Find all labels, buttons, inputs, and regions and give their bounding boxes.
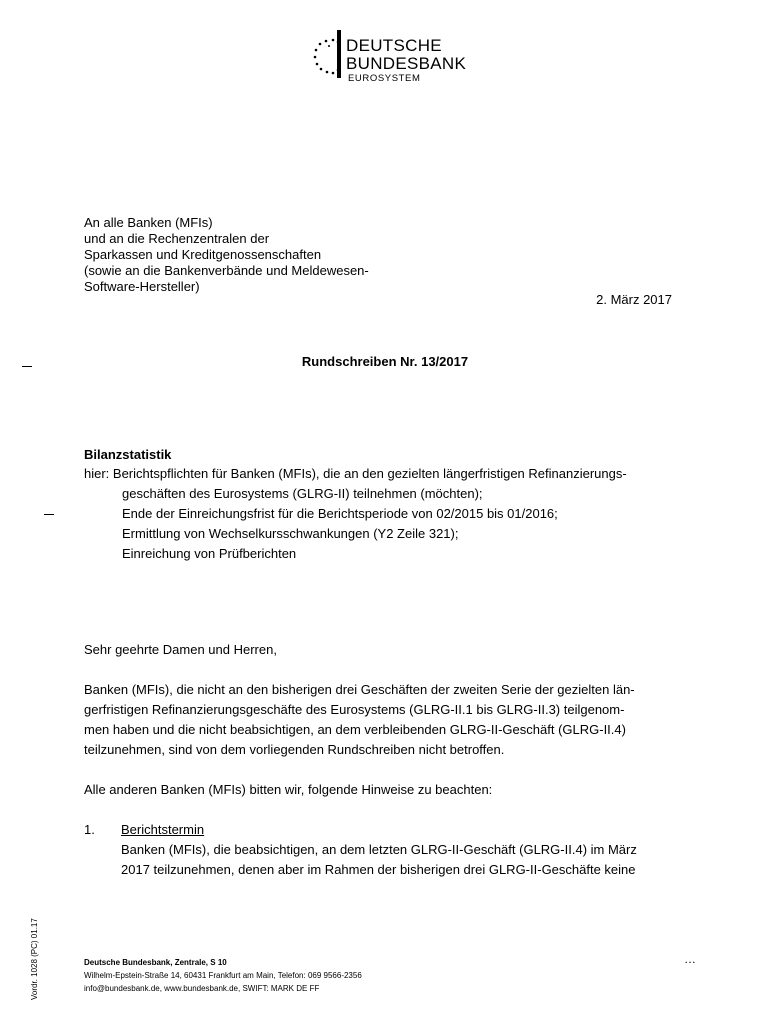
numbered-item <box>84 820 688 880</box>
subject-line: geschäften des Eurosystems (GLRG-II) teilnehmen (möchten); <box>122 486 483 501</box>
letter-date: 2. März 2017 <box>596 292 672 307</box>
item-line: Banken (MFIs), die beabsichtigen, an dem letzten GLRG-II-Geschäft (GLRG-II.4) im März <box>121 842 637 857</box>
logo-bar <box>337 30 341 78</box>
fold-mark-middle <box>44 514 54 515</box>
subject-line: Ermittlung von Wechselkursschwankungen (Y2 Zeile 321); <box>122 526 459 541</box>
address-line: und an die Rechenzentralen der <box>84 231 270 246</box>
continuation-mark: … <box>684 952 696 966</box>
address-block <box>84 215 369 295</box>
address-line: Software-Hersteller) <box>84 279 200 294</box>
paragraph-line: men haben und die nicht beabsichtigen, an dem verbleibenden GLRG-II-Geschäft (GLRG-II.4) <box>84 722 626 737</box>
subject-line: Einreichung von Prüfberichten <box>122 546 297 561</box>
paragraph-notice: Alle anderen Banken (MFIs) bitten wir, folgende Hinweise zu beachten: <box>84 782 493 797</box>
subject-title: Bilanzstatistik <box>84 447 172 462</box>
paragraph-line: gerfristigen Refinanzierungsgeschäfte des Eurosystems (GLRG-II.1 bis GLRG-II.3) teilgenom- <box>84 702 625 717</box>
address-line: (sowie an die Bankenverbände und Meldewesen- <box>84 263 369 278</box>
logo-text-deutsche: DEUTSCHE <box>346 36 442 55</box>
footer-sender: Deutsche Bundesbank, Zentrale, S 10 <box>84 958 227 967</box>
subject-line: hier: Berichtspflichten für Banken (MFIs), die an den gezielten längerfristigen Refinanzierungs- <box>84 466 627 481</box>
logo-text-eurosystem: EUROSYSTEM <box>348 73 421 84</box>
item-line: 2017 teilzunehmen, denen aber im Rahmen der bisherigen drei GLRG-II-Geschäfte keine <box>121 862 636 877</box>
footer <box>84 956 362 995</box>
item-heading: Berichtstermin <box>121 822 205 837</box>
subject-block <box>84 446 694 564</box>
subject-line: Ende der Einreichungsfrist für die Berichtsperiode von 02/2015 bis 01/2016; <box>122 506 558 521</box>
footer-address: Wilhelm-Epstein-Straße 14, 60431 Frankfurt am Main, Telefon: 069 9566-2356 <box>84 971 362 980</box>
paragraph-line: teilzunehmen, sind von dem vorliegenden Rundschreiben nicht betroffen. <box>84 742 505 757</box>
address-line: An alle Banken (MFIs) <box>84 215 213 230</box>
logo-text-bundesbank: BUNDESBANK <box>346 54 467 73</box>
form-reference: Vordr. 1028 (PC) 01.17 <box>30 918 39 1000</box>
footer-contact: info@bundesbank.de, www.bundesbank.de, SWIFT: MARK DE FF <box>84 984 320 993</box>
address-line: Sparkassen und Kreditgenossenschaften <box>84 247 322 262</box>
paragraph-intro <box>84 680 686 760</box>
circular-title-text: Rundschreiben Nr. 13/2017 <box>301 354 469 369</box>
item-number: 1. <box>84 822 95 837</box>
circular-title <box>0 354 770 369</box>
greeting: Sehr geehrte Damen und Herren, <box>84 642 277 657</box>
paragraph-line: Banken (MFIs), die nicht an den bisherigen drei Geschäften der zweiten Serie der gezielten län- <box>84 682 635 697</box>
